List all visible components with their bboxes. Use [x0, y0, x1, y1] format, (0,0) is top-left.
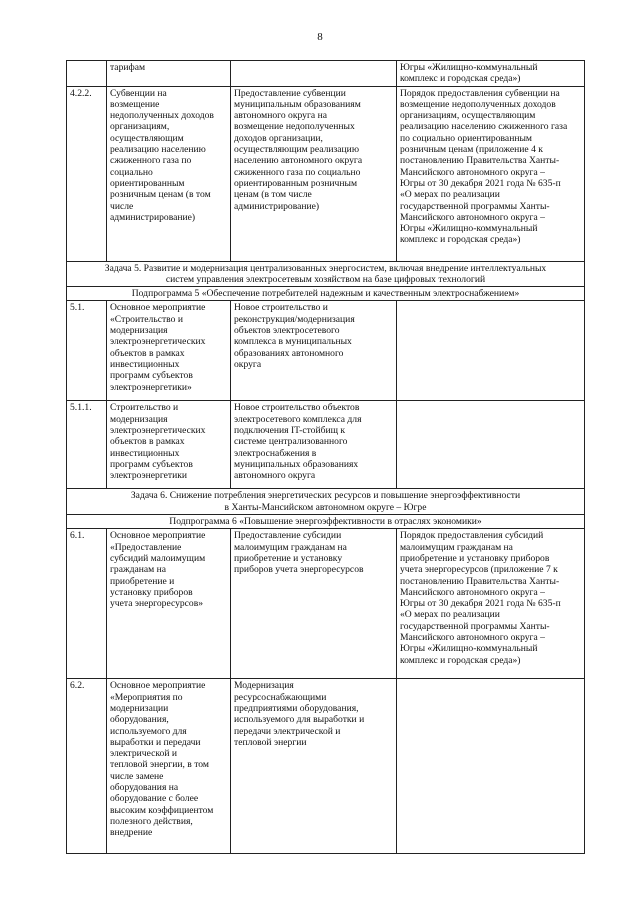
measure-document: [397, 401, 585, 489]
measure-name: Основное мероприятие «Строительство и модернизация электроэнергетических объектов в рамках инвестиционных программ субъектов электроэнергетики»: [107, 301, 231, 401]
measure-document: [397, 679, 585, 854]
measure-content: Новое строительство объектов электросетевого комплекса для подключения IT-стойбищ к системе централизованного электроснабжения в муниципальных образованиях автономного округа: [231, 401, 397, 489]
subprogram-heading: Подпрограмма 5 «Обеспечение потребителей надежным и качественным электроснабжением»: [67, 287, 585, 301]
measure-content: Модернизация ресурсоснабжающими предприятиями оборудования, используемого для выработки и передачи электрической и тепловой энергии: [231, 679, 397, 854]
table-row: [67, 401, 585, 489]
task-heading: Задача 5. Развитие и модернизация централизованных энергосистем, включая внедрение интеллектуальных систем управления электросетевым хозяйством на базе цифровых технологий: [67, 261, 585, 287]
section-row: [67, 261, 585, 287]
measure-name: тарифам: [107, 61, 231, 87]
measure-content: [231, 61, 397, 87]
table-row: [67, 86, 585, 261]
measures-table: [66, 60, 585, 854]
measure-document: Порядок предоставления субвенции на возмещение недополученных доходов организациям, осуществляющим реализацию населению сжиженного газа по социально ориентированным розничным ценам (приложение 4 к постановлению Правительства Ханты- Мансийского автономного округа – Югры от 30 декабря 2021 года № 635-п «О мерах по реализации государственной программы Ханты- Мансийского автономного округа – Югры «Жилищно-коммунальный комплекс и городская среда»): [397, 86, 585, 261]
table-row: [67, 679, 585, 854]
section-row: [67, 287, 585, 301]
row-number: 5.1.: [67, 301, 107, 401]
table-row: [67, 61, 585, 87]
measure-document: [397, 301, 585, 401]
row-number: 5.1.1.: [67, 401, 107, 489]
row-number: 6.1.: [67, 529, 107, 679]
table-row: [67, 301, 585, 401]
subprogram-heading: Подпрограмма 6 «Повышение энергоэффективности в отраслях экономики»: [67, 515, 585, 529]
section-row: [67, 489, 585, 515]
measure-document: Югры «Жилищно-коммунальный комплекс и городская среда»): [397, 61, 585, 87]
measure-content: Предоставление субвенции муниципальным образованиям автономного округа на возмещение недополученных доходов организации, осуществляющим реализацию населению автономного округа сжиженного газа по социально ориентированным розничным ценам (в том числе администрирование): [231, 86, 397, 261]
measure-name: Основное мероприятие «Мероприятия по модернизации оборудования, используемого для выработки и передачи электрической и тепловой энергии, в том числе замене оборудования на оборудование с более высоким коэффициентом полезного действия, внедрение: [107, 679, 231, 854]
section-row: [67, 515, 585, 529]
measure-name: Строительство и модернизация электроэнергетических объектов в рамках инвестиционных программ субъектов электроэнергетики: [107, 401, 231, 489]
row-number: 6.2.: [67, 679, 107, 854]
measure-content: Новое строительство и реконструкция/модернизация объектов электросетевого комплекса в муниципальных образованиях автономного округа: [231, 301, 397, 401]
measure-name: Субвенции на возмещение недополученных доходов организациям, осуществляющим реализацию населению сжиженного газа по социально ориентированным розничным ценам (в том числе администрирование): [107, 86, 231, 261]
measure-content: Предоставление субсидии малоимущим гражданам на приобретение и установку приборов учета энергоресурсов: [231, 529, 397, 679]
measure-name: Основное мероприятие «Предоставление субсидий малоимущим гражданам на приобретение и установку приборов учета энергоресурсов»: [107, 529, 231, 679]
table-row: [67, 529, 585, 679]
page-number: 8: [317, 31, 323, 43]
task-heading: Задача 6. Снижение потребления энергетических ресурсов и повышение энергоэффективности в Ханты-Мансийском автономном округе – Югре: [67, 489, 585, 515]
row-number: 4.2.2.: [67, 86, 107, 261]
measure-document: Порядок предоставления субсидий малоимущим гражданам на приобретение и установку приборов учета энергоресурсов (приложение 7 к постановлению Правительства Ханты- Мансийского автономного округа – Югры от 30 декабря 2021 года № 635-п «О мерах по реализации государственной программы Ханты- Мансийского автономного округа – Югры «Жилищно-коммунальный комплекс и городская среда»): [397, 529, 585, 679]
row-number: [67, 61, 107, 87]
